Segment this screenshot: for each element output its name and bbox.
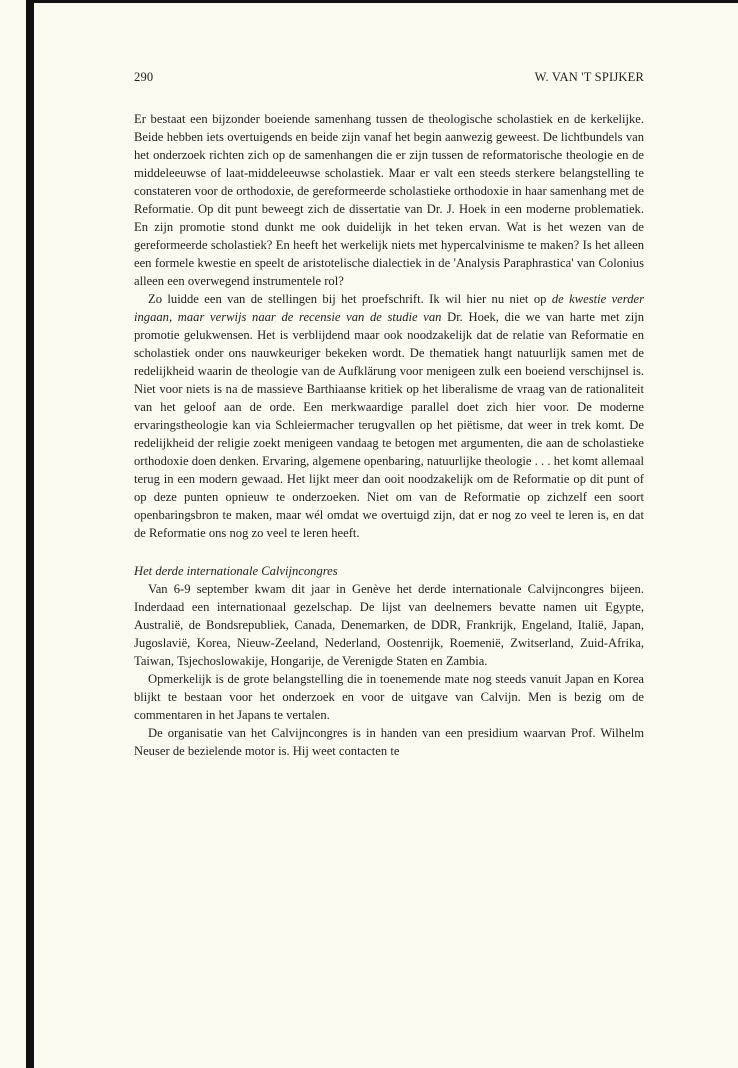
paragraph-2-italic: de kwestie verder ingaan, maar verwijs naar de recensie van de studie van — [134, 292, 644, 324]
paragraph-4: Opmerkelijk is de grote belangstelling die in toenemende mate nog steeds vanuit Japan en Korea blijkt te bestaan voor het onderzoek en voor de uitgave van Calvijn. Men is bezig om de commentaren in het Japans te vertalen. — [134, 672, 644, 722]
scan-border-top — [26, 0, 738, 3]
paragraph-2 — [134, 290, 644, 542]
paragraph-3: Van 6-9 september kwam dit jaar in Genève het derde internationale Calvijncongres bijeen. Inderdaad een internationaal gezelschap. De lijst van deelnemers bevatte namen uit Egypte, Australië, de Bondsrepubliek, Canada, Denemarken, de DDR, Frankrijk, Engeland, Italië, Japan, Jugoslavië, Korea, Nieuw-Zeeland, Nederland, Oostenrijk, Roemenië, Zwitserland, Zuid-Afrika, Taiwan, Tsjechoslowakije, Hongarije, de Verenigde Staten en Zambia. — [134, 582, 644, 668]
page — [134, 70, 644, 760]
paragraph-5: De organisatie van het Calvijncongres is in handen van een presidium waarvan Prof. Wilhelm Neuser de bezielende motor is. Hij weet contacten te — [134, 726, 644, 758]
running-head: W. VAN 'T SPIJKER — [534, 70, 644, 84]
paragraph-1: Er bestaat een bijzonder boeiende samenhang tussen de theologische scholastiek en de kerkelijke. Beide hebben iets overtuigends en beide zijn vanaf het begin aanwezig geweest. De lichtbundels van het onderzoek richten zich op de samenhangen die er zijn tussen de reformatorische theologie en de middeleeuwse of laat-middeleeuwse scholastiek. Maar er valt een steeds sterkere belangstelling te constateren voor de orthodoxie, de gereformeerde scholastieke orthodoxie in haar samenhang met de Reformatie. Op dit punt beweegt zich de dissertatie van Dr. J. Hoek in een moderne problematiek. En zijn promotie stond dunkt me ook duidelijk in het teken ervan. Wat is het wezen van de gereformeerde scholastiek? En heeft het werkelijk niets met hypercalvinisme te maken? Is het alleen een formele kwestie en speelt de aristotelische dialectiek in de 'Analysis Paraphrastica' van Colonius alleen een overwegend instrumentele rol? — [134, 112, 644, 288]
page-header — [134, 70, 644, 90]
scan-border-left — [26, 0, 34, 1068]
paragraph-2-lead: Zo luidde een van de stellingen bij het proefschrift. Ik wil hier nu niet op — [148, 292, 547, 306]
paragraph-2-rest: Dr. Hoek, die we van harte met zijn promotie gelukwensen. Het is verblijdend maar ook noodzakelijk dat de relatie van Reformatie en scholastiek onder ons nauwkeuriger bekeken wordt. De thematiek hangt natuurlijk samen met de redelijkheid waarin de theologie van de Aufklärung voor menigeen zulk een boeiend verschijnsel is. Niet voor niets is na de massieve Barthiaanse kritiek op het liberalisme de vraag van de rationaliteit van het geloof aan de orde. Een merkwaardige parallel doet zich hier voor. De moderne ervaringstheologie kan via Schleiermacher terugvallen op het piëtisme, dat weer in trek komt. De redelijkheid der religie zoekt menigeen vandaag te betogen met argumenten, die aan de scholastieke orthodoxie doen denken. Ervaring, algemene openbaring, natuurlijke theologie . . . het komt allemaal terug in een modern gewaad. Het lijkt meer dan ooit noodzakelijk om de Reformatie op dit punt of op deze punten opnieuw te onderzoeken. Niet om van de Reformatie op zichzelf een soort openbaringsbron te maken, maar wél omdat we overtuigd zijn, dat er nog zo veel te leren is, en dat de Reformatie ons nog zo veel te leren heeft. — [134, 310, 644, 540]
body-text — [134, 110, 644, 760]
section-heading: Het derde internationale Calvijncongres — [134, 564, 338, 578]
page-number: 290 — [134, 70, 154, 84]
